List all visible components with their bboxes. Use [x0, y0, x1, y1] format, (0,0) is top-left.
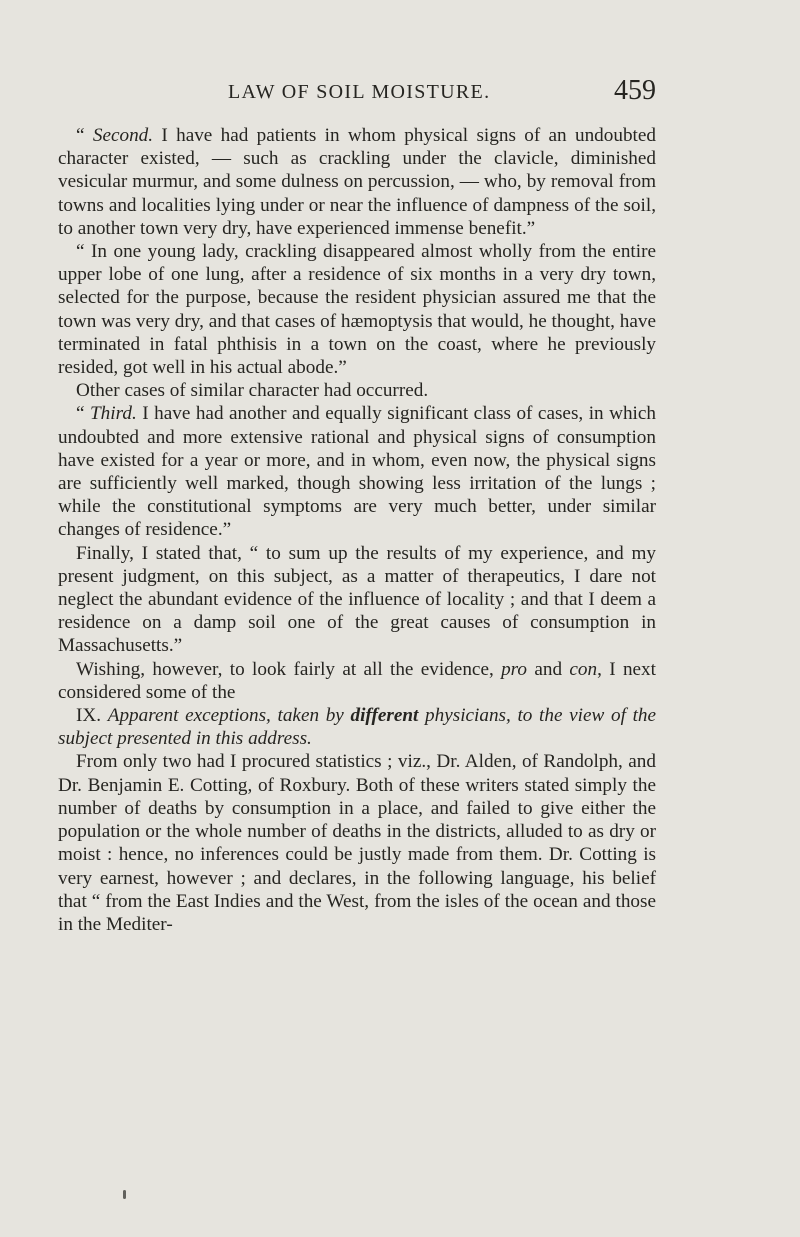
paragraph-text: , I next considered some of the: [58, 658, 656, 703]
body-text: [58, 124, 656, 936]
running-head: [0, 75, 800, 109]
term-pro: pro: [501, 658, 528, 680]
paragraph-young-lady: “ In one young lady, crackling disappeared almost wholly from the entire upper lobe of one lung, after a residence of six months in a very dry town, selected for the purpose, because the resident physician assured me that the town was very dry, and that cases of hæmoptysis that would, he thought, have terminated in fatal phthisis in a town on the coast, where he previously resided, got well in his actual abode.”: [58, 241, 656, 379]
paragraph-text: I have had another and equally significant class of cases, in which undoubted and more extensive rational and physical signs of consumption have existed for a year or more, and in whom, even now, the physical signs are sufficiently well marked, though showing less irritation of the lungs ; while the constitutional symptoms are very much better, under similar changes of residence.”: [58, 403, 656, 541]
term-con: con: [569, 658, 598, 680]
section-heading: [58, 704, 656, 750]
open-quote: “: [76, 125, 93, 146]
paragraph-third: [58, 402, 656, 541]
section-title-emphasis: different: [350, 705, 419, 727]
label-second: Second.: [92, 125, 154, 146]
label-third: Third.: [90, 403, 137, 425]
page-number: 459: [614, 75, 656, 106]
section-number: IX.: [76, 705, 102, 727]
paragraph-text: and: [527, 658, 570, 680]
paragraph-wishing: [58, 658, 656, 704]
open-quote: “: [76, 403, 91, 425]
paragraph-statistics: From only two had I procured statistics ; viz., Dr. Alden, of Randolph, and Dr. Benjamin E. Cotting, of Roxbury. Both of these writers stated simply the number of deaths by consumption in a place, and failed to give either the population or the whole number of deaths in the districts, alluded to as dry or moist : hence, no inferences could be justly made from them. Dr. Cotting is very earnest, however ; and declares, in the following language, his belief that “ from the East Indies and the West, from the isles of the ocean and those in the Mediter-: [58, 751, 656, 935]
running-title: LAW OF SOIL MOISTURE.: [228, 81, 491, 103]
paragraph-other-cases: Other cases of similar character had occurred.: [76, 380, 429, 402]
ink-mark: [123, 1190, 126, 1199]
paragraph-finally: Finally, I stated that, “ to sum up the results of my experience, and my present judgment, on this subject, as a matter of therapeutics, I dare not neglect the abundant evidence of the influence of locality ; and that I deem a residence on a damp soil one of the great causes of consumption in Massachusetts.”: [58, 542, 656, 657]
section-title-part-a: Apparent exceptions, taken by: [107, 705, 351, 727]
paragraph-text: I have had patients in whom physical signs of an undoubted character existed, — such as crackling under the clavicle, diminished vesicular murmur, and some dulness on percussion, — who, by removal from towns and localities lying under or near the influence of dampness of the soil, to another town very dry, have experienced immense benefit.”: [58, 125, 656, 239]
section-title-part-b: physicians, to the view of the subject presented in this address.: [58, 705, 657, 750]
paragraph-text: Wishing, however, to look fairly at all the evidence,: [76, 658, 502, 680]
paragraph-second: [58, 124, 656, 240]
